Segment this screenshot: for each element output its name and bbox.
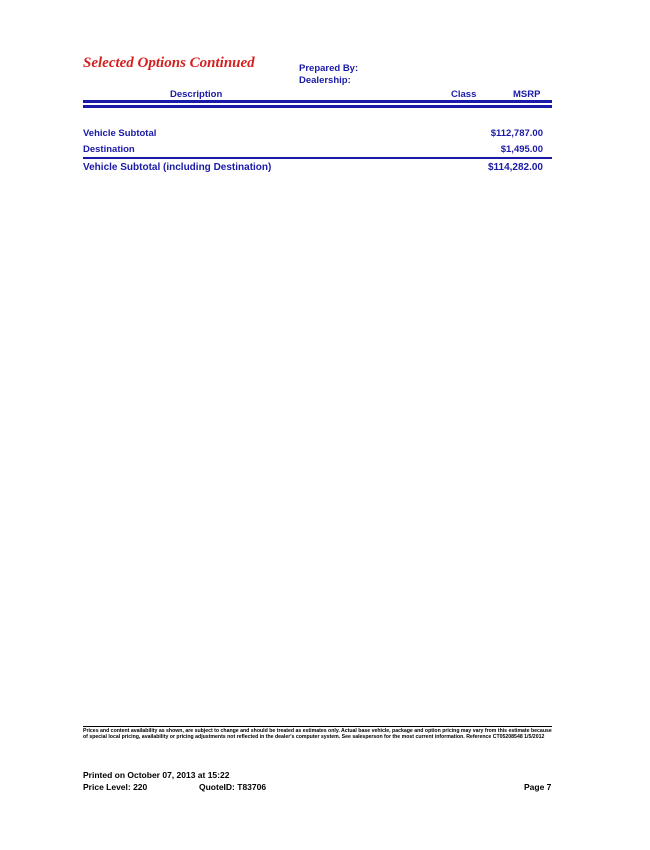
totals-row-label: Vehicle Subtotal (83, 128, 157, 139)
price-level-text: Price Level: 220 (83, 782, 148, 792)
page-title: Selected Options Continued (83, 55, 255, 71)
prepared-by-block (299, 63, 358, 87)
totals-row-value: $112,787.00 (490, 128, 543, 139)
totals-row-label: Destination (83, 144, 135, 155)
column-header-description: Description (170, 89, 223, 100)
header-rule-top (83, 100, 552, 103)
page-number: Page 7 (524, 782, 552, 792)
column-header-class: Class (451, 89, 477, 100)
quote-id-text: QuoteID: T83706 (199, 782, 267, 792)
totals-row-value: $114,282.00 (487, 162, 543, 173)
totals-row-value: $1,495.00 (500, 144, 543, 155)
totals-rule (83, 157, 552, 159)
printed-on-text: Printed on October 07, 2013 at 15:22 (83, 770, 230, 780)
footer-divider (83, 726, 552, 727)
totals-row-vehicle-subtotal (83, 128, 552, 139)
dealership-label: Dealership: (299, 75, 351, 86)
disclaimer-text: Prices and content availability as shown, are subject to change and should be treated as estimates only. Actual base vehicle, package and option pricing may vary from this estimate because of special local pricing, availability or pricing adjustments not reflected in the dealer's computer system. See salesperson for the most current information. Reference CT05208548 1/5/2012 (83, 728, 552, 740)
prepared-by-label: Prepared By: (299, 63, 359, 74)
header-rule-bottom (83, 105, 552, 108)
column-header-msrp: MSRP (513, 89, 541, 100)
totals-row-label: Vehicle Subtotal (including Destination) (83, 162, 272, 173)
totals-row-subtotal-with-destination (83, 162, 552, 173)
totals-row-destination (83, 144, 552, 155)
